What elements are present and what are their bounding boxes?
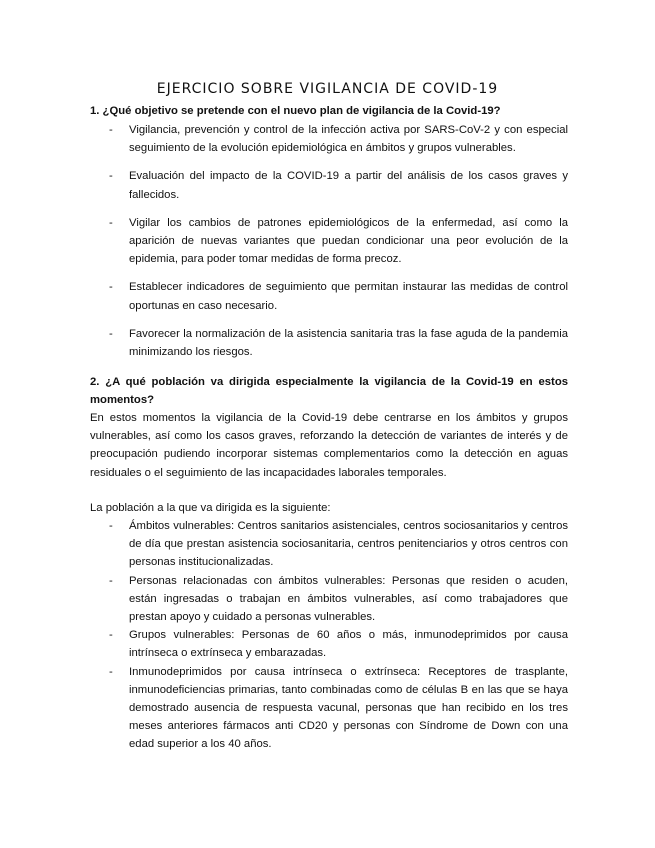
list-item (90, 572, 568, 627)
question-2-heading: 2. ¿A qué población va dirigida especialmente la vigilancia de la Covid-19 en estos momentos? (90, 376, 568, 407)
list-item-text: Favorecer la normalización de la asistencia sanitaria tras la fase aguda de la pandemia minimizando los riesgos. (129, 327, 568, 359)
list-item-text: Evaluación del impacto de la COVID-19 a partir del análisis de los casos graves y fallecidos. (129, 170, 568, 201)
bullet-dash: - (109, 665, 113, 678)
list-item (90, 663, 568, 754)
population-intro: La población a la que va dirigida es la siguiente: (90, 502, 331, 514)
list-item-text: Grupos vulnerables: Personas de 60 años o más, inmunodeprimidos por causa intrínseca o extrínseca y embarazadas. (129, 629, 568, 660)
population-list (90, 517, 568, 754)
document-title: EJERCICIO SOBRE VIGILANCIA DE COVID-19 (156, 81, 499, 97)
list-item (90, 325, 568, 361)
bullet-dash: - (109, 629, 113, 642)
list-item-text: Vigilancia, prevención y control de la infección activa por SARS-CoV-2 y con especial seguimiento de la evolución epidemiológica en ámbitos y grupos vulnerables. (129, 124, 568, 155)
list-item-text: Ámbitos vulnerables: Centros sanitarios asistenciales, centros sociosanitarios y centros de día que prestan asistencia sociosanitaria, centros penitenciarios y otros centros con personas institucionalizadas. (129, 520, 568, 569)
objectives-list (90, 121, 568, 371)
bullet-dash: - (109, 124, 113, 136)
bullet-dash: - (109, 574, 113, 587)
bullet-dash: - (109, 170, 113, 183)
list-item (90, 167, 568, 203)
bullet-dash: - (109, 281, 113, 294)
list-item (90, 278, 568, 314)
bullet-dash: - (109, 327, 113, 340)
list-item (90, 517, 568, 572)
bullet-dash: - (109, 520, 113, 532)
bullet-dash: - (109, 216, 113, 229)
list-item (90, 214, 568, 269)
list-item (90, 626, 568, 662)
list-item-text: Personas relacionadas con ámbitos vulnerables: Personas que residen o acuden, están ingresadas o trabajan en ámbitos vulnerables, así como trabajadores que prestan apoyo y cuidado a personas vulnerables. (129, 574, 568, 624)
list-item-text: Establecer indicadores de seguimiento que permitan instaurar las medidas de control oportunas en caso necesario. (129, 281, 568, 312)
list-item (90, 121, 568, 157)
list-item-text: Inmunodeprimidos por causa intrínseca o extrínseca: Receptores de trasplante, inmunodeficiencias primarias, tanto combinadas como de células B en las que se haya demostrado ausencia de respuesta vacunal, personas que han recibido en los tres meses anteriores fármacos anti CD20 y personas con Síndrome de Down con una edad superior a los 40 años. (129, 665, 568, 751)
question-2-paragraph: En estos momentos la vigilancia de la Covid-19 debe centrarse en los ámbitos y grupos vulnerables, así como los casos graves, reforzando la detección de variantes de interés y de preocupación pudiendo incorporar sistemas complementarios como la detección en aguas residuales o el seguimiento de las incapacidades laborales temporales. (90, 412, 568, 479)
list-item-text: Vigilar los cambios de patrones epidemiológicos de la enfermedad, así como la aparición de nuevas variantes que puedan condicionar una peor evolución de la epidemia, para poder tomar medidas de forma precoz. (129, 216, 568, 266)
question-1-heading: 1. ¿Qué objetivo se pretende con el nuevo plan de vigilancia de la Covid-19? (90, 105, 501, 117)
